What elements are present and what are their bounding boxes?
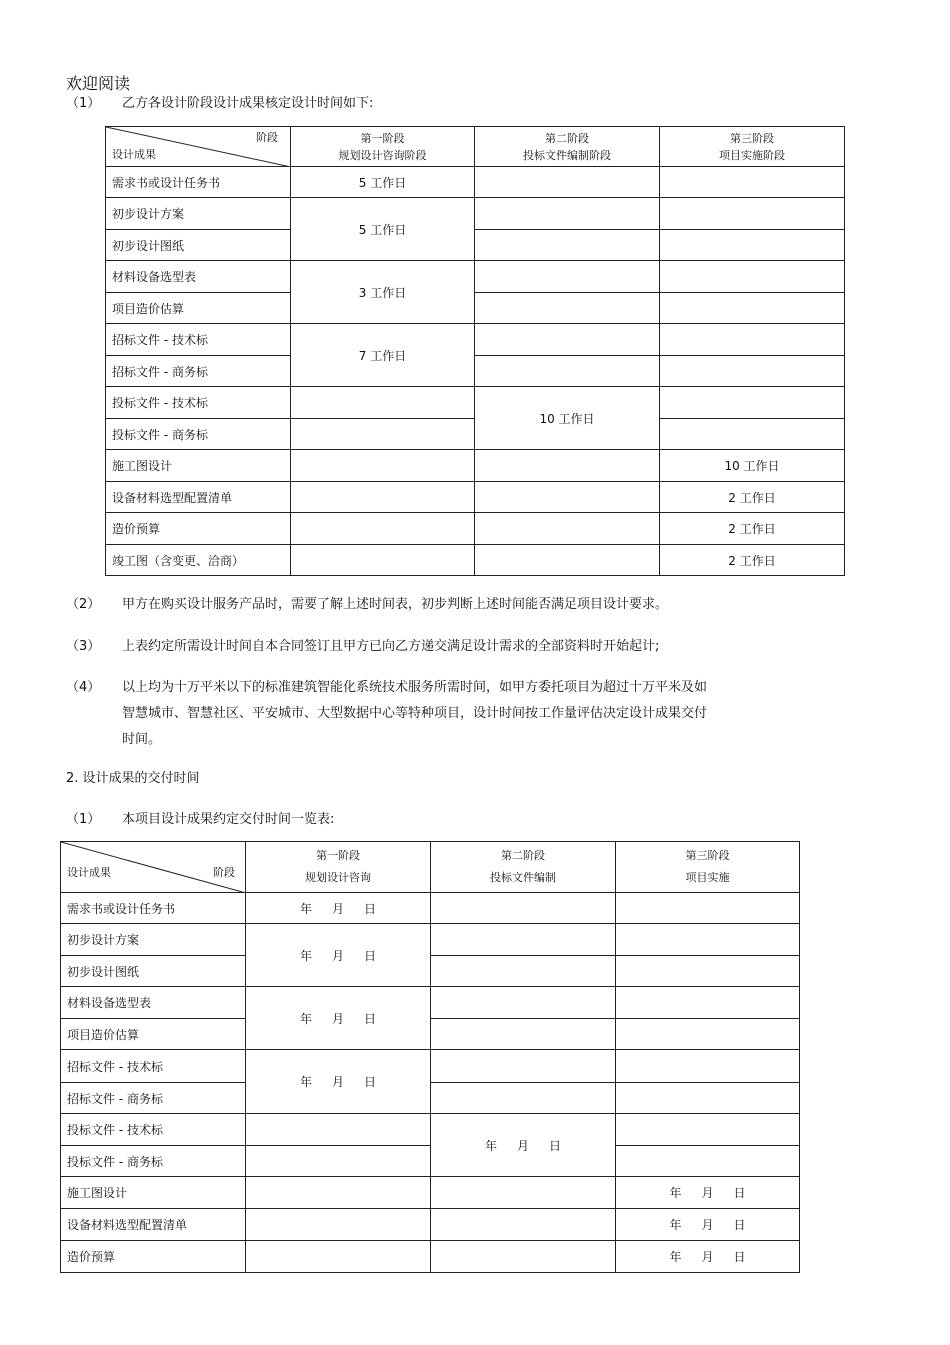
empty-cell	[475, 167, 660, 198]
note-item	[66, 675, 886, 755]
corner-label-result: 设计成果	[67, 866, 111, 879]
empty-cell	[660, 356, 845, 387]
empty-cell	[616, 987, 800, 1019]
empty-cell	[291, 482, 475, 513]
table-row	[106, 356, 845, 387]
day-label: 日	[549, 1138, 562, 1153]
empty-cell	[475, 261, 660, 293]
month-label: 月	[331, 901, 344, 916]
phase-sub: 项目实施阶段	[719, 148, 785, 162]
phase-sub: 项目实施	[685, 871, 730, 884]
empty-cell	[291, 419, 475, 450]
row-label: 招标文件 - 商务标	[106, 356, 291, 387]
duration-cell: 2 工作日	[660, 513, 845, 545]
item-text: 乙方各设计阶段设计成果核定设计时间如下:	[122, 96, 374, 111]
item-text: 上表约定所需设计时间自本合同签订且甲方已向乙方递交满足设计需求的全部资料时开始起计;	[122, 639, 660, 654]
date-cell	[616, 1241, 800, 1273]
table-row	[106, 545, 845, 576]
empty-cell	[246, 1209, 431, 1241]
empty-cell	[616, 956, 800, 987]
corner-label-phase: 阶段	[256, 131, 278, 144]
month-label: 月	[331, 948, 344, 963]
empty-cell	[616, 893, 800, 924]
delivery-date-table	[60, 841, 800, 1273]
row-label: 投标文件 - 商务标	[61, 1146, 246, 1177]
table-row	[106, 513, 845, 545]
empty-cell	[475, 198, 660, 230]
item-number: （4）	[66, 680, 101, 695]
item-text	[122, 675, 707, 753]
empty-cell	[431, 924, 616, 956]
item-number: （1）	[66, 812, 101, 827]
table-row	[106, 482, 845, 513]
table-row	[61, 1114, 800, 1146]
duration-cell: 5 工作日	[291, 167, 475, 198]
table-row	[61, 1050, 800, 1083]
table-row	[106, 293, 845, 324]
day-label: 日	[733, 1186, 746, 1200]
phase-header-3	[616, 842, 800, 893]
date-cell	[431, 1114, 616, 1177]
table-row	[61, 1241, 800, 1273]
empty-cell	[475, 545, 660, 576]
empty-cell	[475, 513, 660, 545]
duration-cell: 10 工作日	[660, 450, 845, 482]
table-corner-header	[61, 842, 246, 893]
item-number: （1）	[66, 96, 101, 111]
phase-sub: 投标文件编制阶段	[523, 148, 611, 162]
row-label: 项目造价估算	[106, 293, 291, 324]
empty-cell	[291, 513, 475, 545]
table-row	[61, 987, 800, 1019]
row-label: 招标文件 - 技术标	[106, 324, 291, 356]
table-row	[61, 893, 800, 924]
corner-label-phase: 阶段	[213, 866, 235, 879]
day-label: 日	[364, 901, 377, 916]
intro-line	[66, 91, 866, 117]
table-row	[106, 450, 845, 482]
empty-cell	[616, 1050, 800, 1083]
empty-cell	[431, 1209, 616, 1241]
row-label: 投标文件 - 技术标	[106, 387, 291, 419]
duration-cell: 10 工作日	[475, 387, 660, 450]
empty-cell	[616, 1019, 800, 1050]
empty-cell	[660, 293, 845, 324]
phase-header-1	[291, 127, 475, 167]
table-row	[106, 387, 845, 419]
month-label: 月	[331, 1011, 344, 1026]
empty-cell	[291, 450, 475, 482]
text-line: 智慧城市、智慧社区、平安城市、大型数据中心等特种项目，设计时间按工作量评估决定设计成果交付	[122, 706, 708, 721]
date-cell	[246, 987, 431, 1050]
item-text: 甲方在购买设计服务产品时，需要了解上述时间表，初步判断上述时间能否满足项目设计要求。	[122, 597, 669, 612]
row-label: 竣工图（含变更、洽商）	[106, 545, 291, 576]
row-label: 材料设备选型表	[106, 261, 291, 293]
empty-cell	[660, 324, 845, 356]
row-label: 初步设计图纸	[61, 956, 246, 987]
month-label: 月	[331, 1075, 344, 1089]
empty-cell	[475, 324, 660, 356]
row-label: 初步设计方案	[106, 198, 291, 230]
row-label: 造价预算	[106, 513, 291, 545]
month-label: 月	[701, 1250, 714, 1264]
duration-cell: 2 工作日	[660, 545, 845, 576]
empty-cell	[660, 387, 845, 419]
row-label: 施工图设计	[106, 450, 291, 482]
empty-cell	[291, 387, 475, 419]
note-item	[66, 634, 886, 660]
year-label: 年	[299, 1011, 312, 1026]
row-label: 需求书或设计任务书	[106, 167, 291, 198]
table-row	[61, 1083, 800, 1114]
row-label: 施工图设计	[61, 1177, 246, 1209]
date-cell	[616, 1177, 800, 1209]
day-label: 日	[364, 948, 377, 963]
row-label: 投标文件 - 商务标	[106, 419, 291, 450]
empty-cell	[431, 987, 616, 1019]
month-label: 月	[516, 1138, 529, 1153]
section-title: 2. 设计成果的交付时间	[66, 771, 200, 786]
date-cell	[246, 1050, 431, 1114]
design-time-table	[105, 126, 845, 576]
phase-header-1	[246, 842, 431, 893]
phase-name: 第一阶段	[360, 131, 405, 145]
row-label: 设备材料选型配置清单	[61, 1209, 246, 1241]
year-label: 年	[299, 901, 312, 916]
year-label: 年	[669, 1218, 682, 1232]
phase-header-2	[431, 842, 616, 893]
empty-cell	[475, 356, 660, 387]
phase-name: 第三阶段	[730, 131, 774, 145]
empty-cell	[431, 1241, 616, 1273]
duration-cell: 3 工作日	[291, 261, 475, 324]
duration-cell: 7 工作日	[291, 324, 475, 387]
table-row	[61, 1019, 800, 1050]
row-label: 设备材料选型配置清单	[106, 482, 291, 513]
text-line: 时间。	[122, 732, 162, 747]
table-row	[61, 924, 800, 956]
empty-cell	[660, 419, 845, 450]
row-label: 初步设计方案	[61, 924, 246, 956]
year-label: 年	[484, 1138, 497, 1153]
phase-header-3	[660, 127, 845, 167]
empty-cell	[246, 1114, 431, 1146]
day-label: 日	[364, 1075, 377, 1089]
table-row	[106, 198, 845, 230]
table-row	[61, 1177, 800, 1209]
table-row	[106, 167, 845, 198]
empty-cell	[431, 956, 616, 987]
row-label: 需求书或设计任务书	[61, 893, 246, 924]
empty-cell	[475, 293, 660, 324]
date-cell	[246, 924, 431, 987]
year-label: 年	[299, 1075, 312, 1089]
row-label: 初步设计图纸	[106, 230, 291, 261]
table-corner-header	[106, 127, 291, 167]
month-label: 月	[701, 1218, 714, 1232]
empty-cell	[431, 1083, 616, 1114]
item-text: 本项目设计成果约定交付时间一览表:	[122, 812, 335, 827]
table-row	[61, 1209, 800, 1241]
row-label: 材料设备选型表	[61, 987, 246, 1019]
year-label: 年	[669, 1250, 682, 1264]
empty-cell	[246, 1241, 431, 1273]
corner-label-result: 设计成果	[112, 148, 156, 161]
phase-name: 第一阶段	[316, 849, 360, 862]
date-cell	[616, 1209, 800, 1241]
empty-cell	[431, 1050, 616, 1083]
empty-cell	[246, 1177, 431, 1209]
year-label: 年	[669, 1186, 682, 1200]
row-label: 项目造价估算	[61, 1019, 246, 1050]
empty-cell	[475, 450, 660, 482]
empty-cell	[660, 167, 845, 198]
section-intro	[66, 807, 866, 833]
table-row	[106, 324, 845, 356]
phase-header-2	[475, 127, 660, 167]
day-label: 日	[733, 1218, 746, 1232]
table-row	[106, 261, 845, 293]
duration-cell: 5 工作日	[291, 198, 475, 261]
year-label: 年	[299, 948, 312, 963]
empty-cell	[246, 1146, 431, 1177]
phase-sub: 投标文件编制	[490, 871, 556, 884]
phase-sub: 规划设计咨询	[305, 871, 371, 884]
note-item	[66, 592, 886, 618]
phase-sub: 规划设计咨询阶段	[338, 148, 427, 162]
empty-cell	[431, 1177, 616, 1209]
empty-cell	[475, 230, 660, 261]
empty-cell	[660, 230, 845, 261]
row-label: 招标文件 - 技术标	[61, 1050, 246, 1083]
duration-cell: 2 工作日	[660, 482, 845, 513]
table-row	[61, 956, 800, 987]
empty-cell	[431, 893, 616, 924]
empty-cell	[616, 1114, 800, 1146]
empty-cell	[616, 924, 800, 956]
empty-cell	[291, 545, 475, 576]
empty-cell	[475, 482, 660, 513]
empty-cell	[616, 1083, 800, 1114]
table-row	[61, 1146, 800, 1177]
day-label: 日	[733, 1250, 746, 1264]
row-label: 投标文件 - 技术标	[61, 1114, 246, 1146]
text-line: 以上均为十万平米以下的标准建筑智能化系统技术服务所需时间，如甲方委托项目为超过十万平米及如	[122, 680, 708, 695]
item-number: （2）	[66, 597, 101, 612]
document-heading: 欢迎阅读	[66, 74, 131, 93]
empty-cell	[616, 1146, 800, 1177]
day-label: 日	[364, 1011, 377, 1026]
empty-cell	[660, 198, 845, 230]
phase-name: 第二阶段	[501, 849, 545, 862]
date-cell	[246, 893, 431, 924]
month-label: 月	[701, 1186, 714, 1200]
row-label: 招标文件 - 商务标	[61, 1083, 246, 1114]
phase-name: 第二阶段	[545, 131, 589, 145]
empty-cell	[660, 261, 845, 293]
row-label: 造价预算	[61, 1241, 246, 1273]
empty-cell	[431, 1019, 616, 1050]
item-number: （3）	[66, 639, 101, 654]
phase-name: 第三阶段	[685, 849, 730, 862]
table-row	[106, 230, 845, 261]
